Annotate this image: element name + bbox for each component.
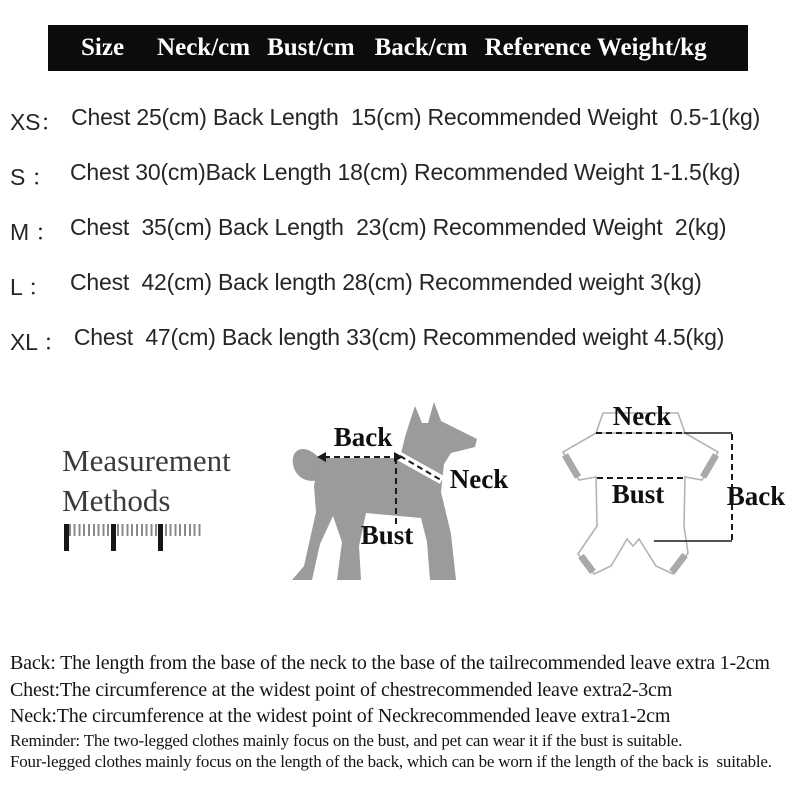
garment-back-label: Back [726, 481, 786, 511]
dog-neck-label: Neck [449, 464, 509, 494]
dog-measurement-diagram [288, 392, 522, 586]
size-row-xl [10, 324, 724, 354]
size-details: Chest 47(cm) Back length 33(cm) Recommended weight 4.5(kg) [73, 324, 725, 350]
size-details: Chest 35(cm) Back Length 23(cm) Recommended Weight 2(kg) [70, 214, 727, 240]
note-back-definition: Back: The length from the base of the neck to the base of the tailrecommended leave extra 1-2cm [10, 652, 770, 674]
size-label: XS： [10, 109, 64, 135]
note-chest-definition: Chest:The circumference at the widest point of chestrecommended leave extra2-3cm [10, 679, 673, 701]
note-reminder: Reminder: The two-legged clothes mainly focus on the bust, and pet can wear it if the bust is suitable. [10, 731, 683, 750]
garment-neck-label: Neck [612, 401, 672, 431]
note-neck-definition: Neck:The circumference at the widest point of Neckrecommended leave extra1-2cm [10, 705, 671, 727]
measurement-methods-title: Measurement Methods [62, 443, 231, 518]
dog-back-label: Back [333, 422, 393, 452]
size-row-xs [10, 104, 760, 134]
size-row-s [10, 159, 740, 189]
ruler-icon [64, 524, 204, 554]
garment-measurement-diagram [548, 388, 800, 582]
header-col-bust: Bust/cm [267, 34, 355, 61]
size-details: Chest 42(cm) Back length 28(cm) Recommended weight 3(kg) [70, 269, 702, 295]
size-details: Chest 25(cm) Back Length 15(cm) Recommended Weight 0.5-1(kg) [71, 104, 761, 130]
header-col-weight: Reference Weight/kg [484, 34, 707, 61]
size-label: L ： [10, 274, 51, 300]
ruler-tick [64, 524, 69, 551]
size-label: XL ： [10, 329, 66, 355]
header-col-neck: Neck/cm [157, 34, 251, 61]
size-label: M ： [10, 219, 58, 245]
garment-bust-label: Bust [611, 479, 665, 509]
header-col-size: Size [81, 34, 125, 61]
size-table-header [48, 25, 748, 71]
note-four-legged: Four-legged clothes mainly focus on the length of the back, which can be worn if the length of the back is suitable. [10, 752, 772, 771]
size-label: S ： [10, 164, 55, 190]
dog-bust-label: Bust [360, 520, 414, 550]
header-col-back: Back/cm [374, 34, 468, 61]
size-row-l [10, 269, 702, 299]
size-details: Chest 30(cm)Back Length 18(cm) Recommended Weight 1-1.5(kg) [70, 159, 741, 185]
size-row-m [10, 214, 726, 244]
ruler-tick [111, 524, 116, 551]
ruler-tick [158, 524, 163, 551]
